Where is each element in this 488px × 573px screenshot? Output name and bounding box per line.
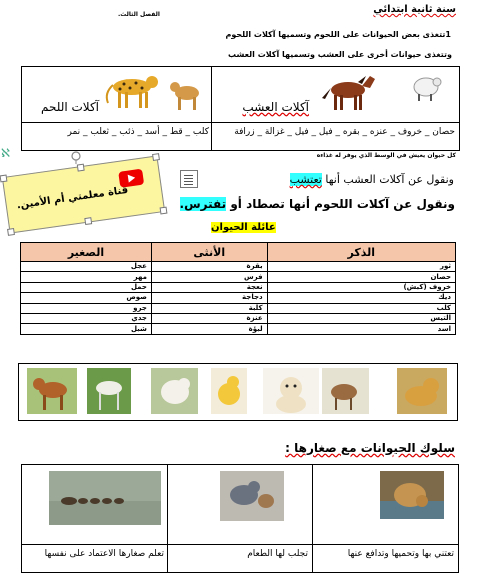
table-cell: عنزة <box>151 313 267 323</box>
channel-textbox[interactable] <box>2 155 165 233</box>
table-cell: لبؤة <box>151 324 267 334</box>
behavior-text-1: تعتني بها وتحميها وتدافع عنها <box>347 549 454 559</box>
chick-photo <box>211 368 247 414</box>
behavior-table <box>21 464 459 573</box>
intro-line-1: 1تتغذى بعض الحيوانات على اللحوم وتسميها آكلات اللحوم <box>225 30 451 39</box>
carnivore-note <box>180 197 455 211</box>
calf-photo <box>27 368 77 414</box>
table-cell: شبل <box>21 324 152 334</box>
layout-options-icon[interactable] <box>180 170 198 188</box>
sheep-image <box>410 72 442 102</box>
table-row <box>21 313 456 323</box>
table-cell: كلبة <box>151 303 267 313</box>
table-cell: بقرة <box>151 262 267 272</box>
diet-table <box>21 66 460 151</box>
table-row <box>21 262 456 272</box>
carnivores-title: آكلات اللحم <box>40 100 99 114</box>
table-row <box>21 293 456 303</box>
resize-handle[interactable] <box>77 164 85 172</box>
resize-handle[interactable] <box>84 217 92 225</box>
grade-text: سنة ثانية ابتدائي <box>373 4 456 15</box>
table-cell: كلب <box>267 303 455 313</box>
header-young: الصغير <box>21 243 152 262</box>
table-cell: خروف (كبش) <box>267 282 455 292</box>
table-cell: نعجة <box>151 282 267 292</box>
table-row <box>21 324 456 334</box>
resize-handle[interactable] <box>160 207 168 215</box>
table-cell: دجاجة <box>151 293 267 303</box>
herbivore-note <box>290 173 454 186</box>
family-title: عائلة الحيوان <box>211 222 276 233</box>
table-divider <box>22 122 459 123</box>
table-cell: جدي <box>21 313 152 323</box>
anchor-icon: ℵ <box>1 146 10 160</box>
rotate-handle-icon[interactable] <box>70 150 82 164</box>
behavior-title <box>285 441 455 455</box>
table-row <box>21 282 456 292</box>
carnivore-note-text: ونقول عن آكلات اللحوم أنها تصطاد أو <box>230 197 455 211</box>
behavior-text-2: تجلب لها الطعام <box>247 549 308 559</box>
table-cell: حمل <box>21 282 152 292</box>
table-cell: ديك <box>267 293 455 303</box>
term-label: الفصل الثالث. <box>118 11 160 18</box>
pigeon-feeding-photo <box>220 471 284 521</box>
habitat-note: كل حيوان يعيش في الوسط الذي يوفر له غذاءه <box>316 152 456 159</box>
herbivores-list: حصان _ خروف _ عنزه _ بقره _ فيل _ فيل _ غزالة _ زرافة <box>234 127 455 137</box>
carnivores-column <box>22 67 211 150</box>
puppy-photo <box>263 368 319 414</box>
table-cell: ثور <box>267 262 455 272</box>
behavior-text-3: تعلم صغارها الاعتماد على نفسها <box>44 549 164 559</box>
header-male: الذكر <box>267 243 455 262</box>
carnivore-note-word: تفترس. <box>179 197 227 211</box>
cheetah-image <box>102 69 164 111</box>
lamb-photo <box>151 368 198 414</box>
channel-name: قناة معلمتي أم الأمين. <box>16 184 129 212</box>
dog-image <box>167 75 207 113</box>
table-row <box>21 303 456 313</box>
lion-cub-photo <box>397 368 447 414</box>
table-cell: عجل <box>21 262 152 272</box>
baby-goat-photo <box>322 368 369 414</box>
herbivore-note-text: ونقول عن آكلات العشب أنها <box>325 173 454 186</box>
resize-handle[interactable] <box>7 228 15 236</box>
table-cell: جرو <box>21 303 152 313</box>
lioness-cub-photo <box>380 471 444 519</box>
resize-handle[interactable] <box>0 175 7 183</box>
column-divider <box>312 465 313 572</box>
carnivores-list: كلب _ قط _ أسد _ ذئب _ ثعلب _ نمر <box>67 127 209 137</box>
behavior-title-text: سلوك الحيوانات مع صغارها : <box>285 441 455 455</box>
column-divider <box>167 465 168 572</box>
table-cell: اسد <box>267 324 455 334</box>
baby-animals-photos <box>18 363 458 421</box>
herbivore-note-word: تعتشب <box>289 173 322 186</box>
table-cell: فرس <box>151 272 267 282</box>
row-divider <box>22 544 458 545</box>
animal-family-table <box>20 242 456 335</box>
intro-line-2: وتتغذى حيوانات أخرى على العشب وتسميها آكلات العشب <box>228 50 452 59</box>
table-row <box>21 272 456 282</box>
herbivores-title: آكلات العشب <box>242 100 309 114</box>
table-cell: صوص <box>21 293 152 303</box>
table-cell: حصان <box>267 272 455 282</box>
grade-title <box>373 4 456 15</box>
table-cell: التيس <box>267 313 455 323</box>
ducks-swimming-photo <box>49 471 161 525</box>
horse-image <box>318 70 378 112</box>
header-female: الأنثى <box>151 243 267 262</box>
herbivores-column <box>211 67 459 150</box>
table-header-row <box>21 243 456 262</box>
foal-photo <box>87 368 131 414</box>
table-cell: مهر <box>21 272 152 282</box>
resize-handle[interactable] <box>152 153 160 161</box>
